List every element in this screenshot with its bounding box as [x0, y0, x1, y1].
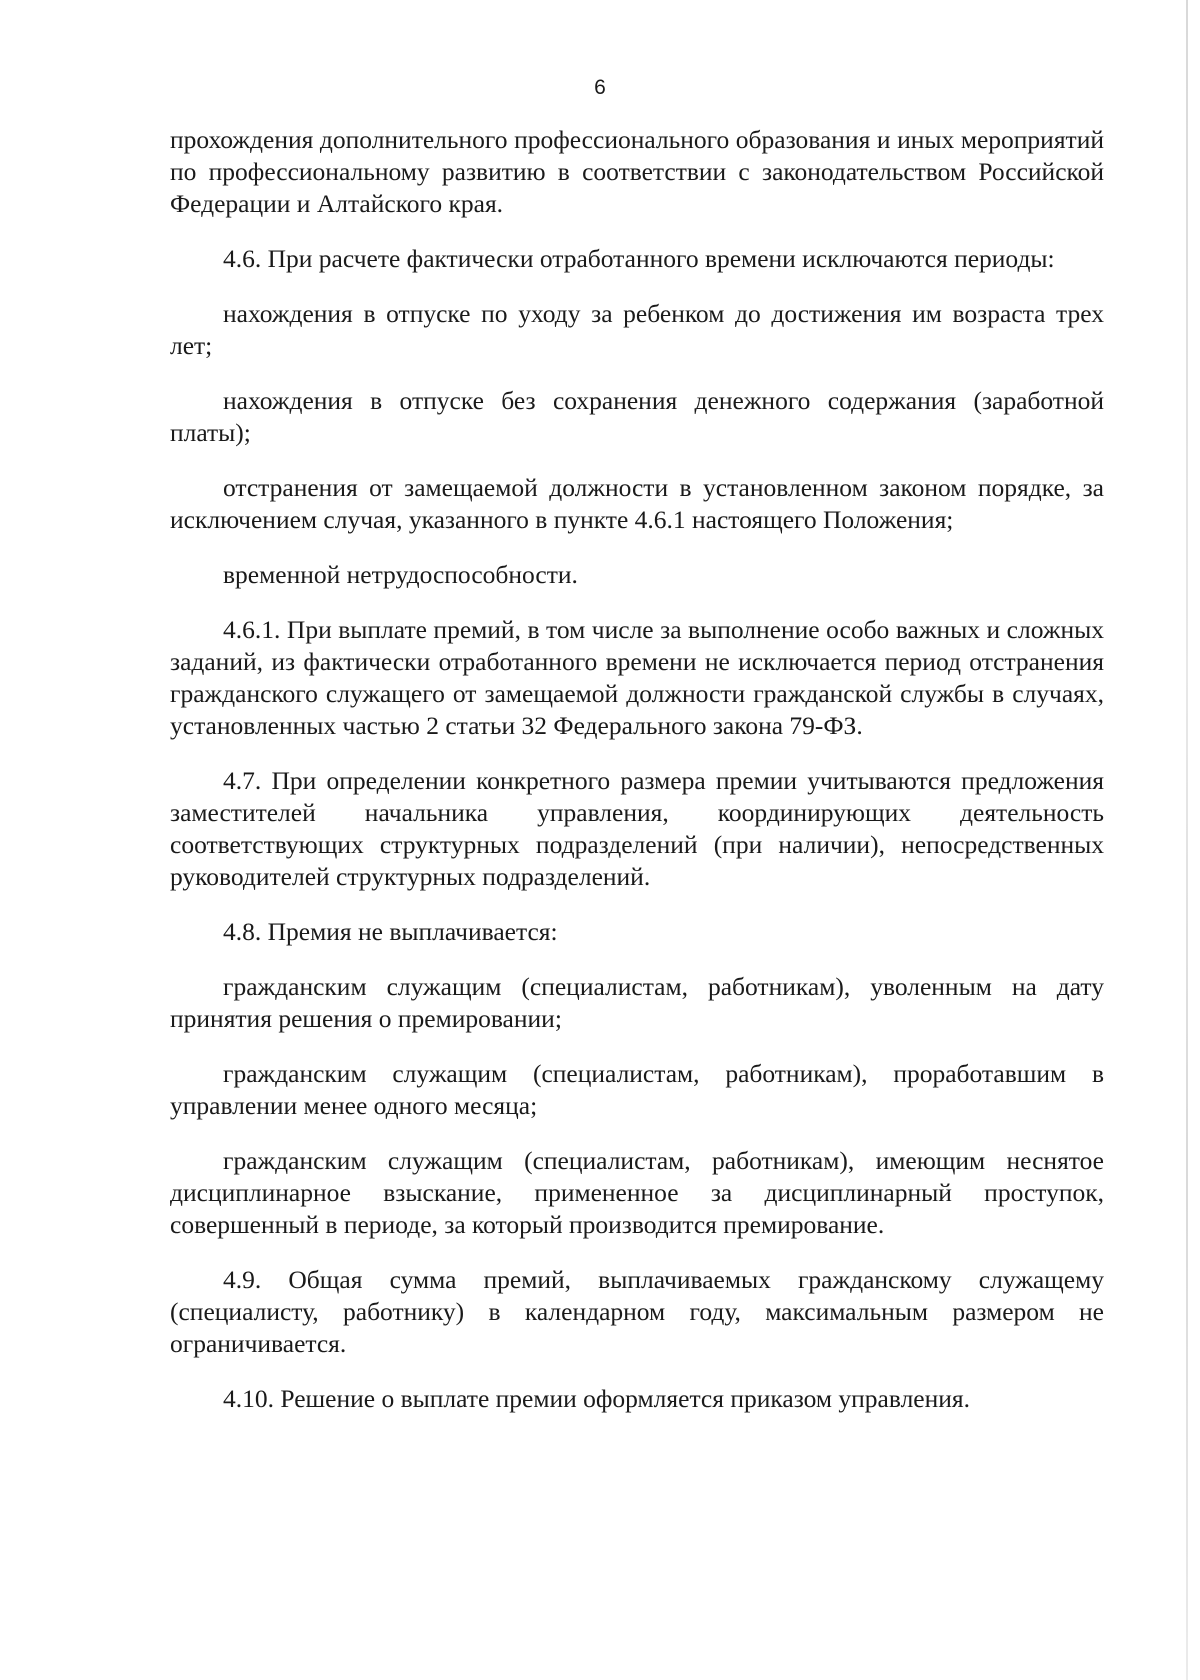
list-item-under-one-month: гражданским служащим (специалистам, работникам), проработавшим в управлении менее одного месяца;	[170, 1059, 1104, 1120]
paragraph-4-8: 4.8. Премия не выплачивается:	[223, 917, 558, 946]
scan-edge-line	[1186, 0, 1188, 1680]
list-item-disciplinary: гражданским служащим (специалистам, работникам), имеющим неснятое дисциплинарное взыскание, примененное за дисциплинарный проступок, совершенный в периоде, за который производится премирование.	[170, 1146, 1104, 1239]
paragraph-continuation: прохождения дополнительного профессионального образования и иных мероприятий по профессиональному развитию в соответствии с законодательством Российской Федерации и Алтайского края.	[170, 125, 1104, 218]
list-item-parental-leave: нахождения в отпуске по уходу за ребенком до достижения им возраста трех лет;	[170, 299, 1104, 360]
page-number: 6	[594, 76, 606, 99]
paragraph-4-10: 4.10. Решение о выплате премии оформляется приказом управления.	[223, 1384, 971, 1413]
document-body	[170, 124, 1104, 1415]
paragraph-4-9: 4.9. Общая сумма премий, выплачиваемых гражданскому служащему (специалисту, работнику) в календарном году, максимальным размером не ограничивается.	[170, 1265, 1104, 1358]
paragraph-4-6: 4.6. При расчете фактически отработанного времени исключаются периоды:	[223, 244, 1055, 273]
paragraph-4-7: 4.7. При определении конкретного размера премии учитываются предложения заместителей начальника управления, координирующих деятельность соответствующих структурных подразделений (при наличии), непосредственных руководителей структурных подразделений.	[170, 766, 1104, 891]
list-item-unpaid-leave: нахождения в отпуске без сохранения денежного содержания (заработной платы);	[170, 386, 1104, 447]
paragraph-4-6-1: 4.6.1. При выплате премий, в том числе за выполнение особо важных и сложных заданий, из фактически отработанного времени не исключается период отстранения гражданского служащего от замещаемой должности гражданской службы в случаях, установленных частью 2 статьи 32 Федерального закона 79-ФЗ.	[170, 615, 1104, 740]
list-item-dismissed: гражданским служащим (специалистам, работникам), уволенным на дату принятия решения о премировании;	[170, 972, 1104, 1033]
list-item-suspension: отстранения от замещаемой должности в установленном законом порядке, за исключением случая, указанного в пункте 4.6.1 настоящего Положения;	[170, 473, 1104, 534]
list-item-disability: временной нетрудоспособности.	[223, 560, 578, 589]
